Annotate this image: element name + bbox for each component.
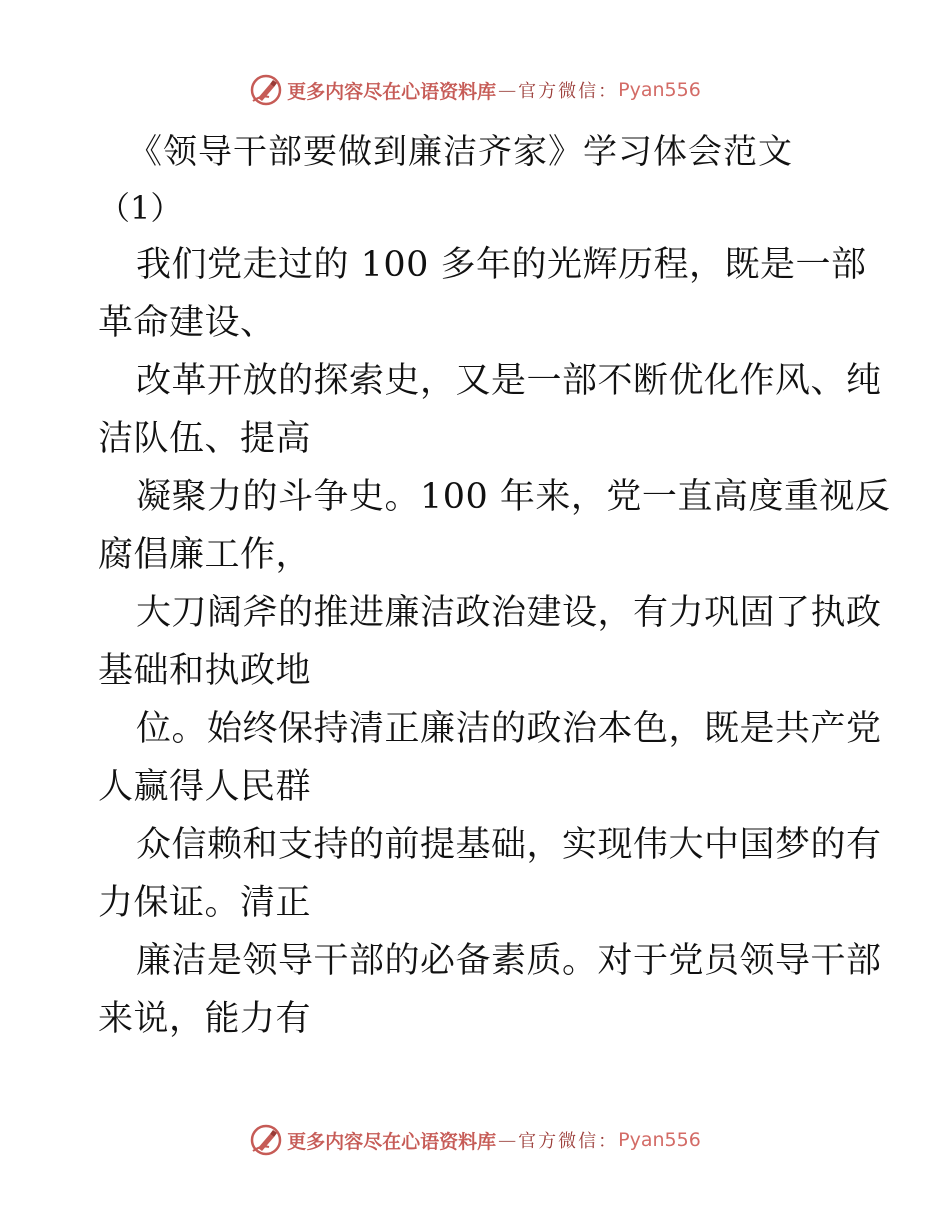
pen-circle-logo-icon — [249, 73, 283, 107]
document-subtitle: （1） — [98, 189, 183, 227]
watermark-wechat-label: 官方微信： — [518, 81, 619, 102]
body-line: 我们党走过的 100 多年的光辉历程，既是一部 — [136, 245, 867, 285]
body-line: 革命建设、 — [98, 303, 276, 343]
watermark-wechat-label: 官方微信： — [518, 1131, 619, 1152]
body-line: 位。始终保持清正廉洁的政治本色，既是共产党 — [136, 709, 882, 749]
document-body — [98, 236, 891, 1048]
body-line: 廉洁是领导干部的必备素质。对于党员领导干部 — [136, 941, 882, 981]
body-line: 基础和执政地 — [98, 651, 312, 691]
body-line: 洁队伍、提高 — [98, 419, 312, 459]
body-line: 来说，能力有 — [98, 999, 312, 1039]
body-line: 人赢得人民群 — [98, 767, 312, 807]
body-line: 改革开放的探索史，又是一部不断优化作风、纯 — [136, 361, 882, 401]
document-title: 《领导干部要做到廉洁齐家》学习体会范文 — [128, 132, 793, 172]
watermark-header — [0, 70, 950, 110]
body-line: 腐倡廉工作， — [98, 535, 312, 575]
watermark-wechat-id: Pyan556 — [618, 1129, 701, 1151]
body-line: 大刀阔斧的推进廉洁政治建设，有力巩固了执政 — [136, 593, 882, 633]
watermark-footer — [0, 1120, 950, 1160]
watermark-brand-text: 更多内容尽在心语资料库 — [287, 80, 497, 103]
body-line: 力保证。清正 — [98, 883, 312, 923]
watermark-brand-text: 更多内容尽在心语资料库 — [287, 1130, 497, 1153]
body-line: 众信赖和支持的前提基础，实现伟大中国梦的有 — [136, 825, 882, 865]
pen-circle-logo-icon — [249, 1123, 283, 1157]
watermark-separator: — — [498, 1129, 517, 1151]
watermark-wechat-id: Pyan556 — [618, 79, 701, 101]
watermark-separator: — — [498, 79, 517, 101]
body-line: 凝聚力的斗争史。100 年来，党一直高度重视反 — [136, 477, 891, 517]
